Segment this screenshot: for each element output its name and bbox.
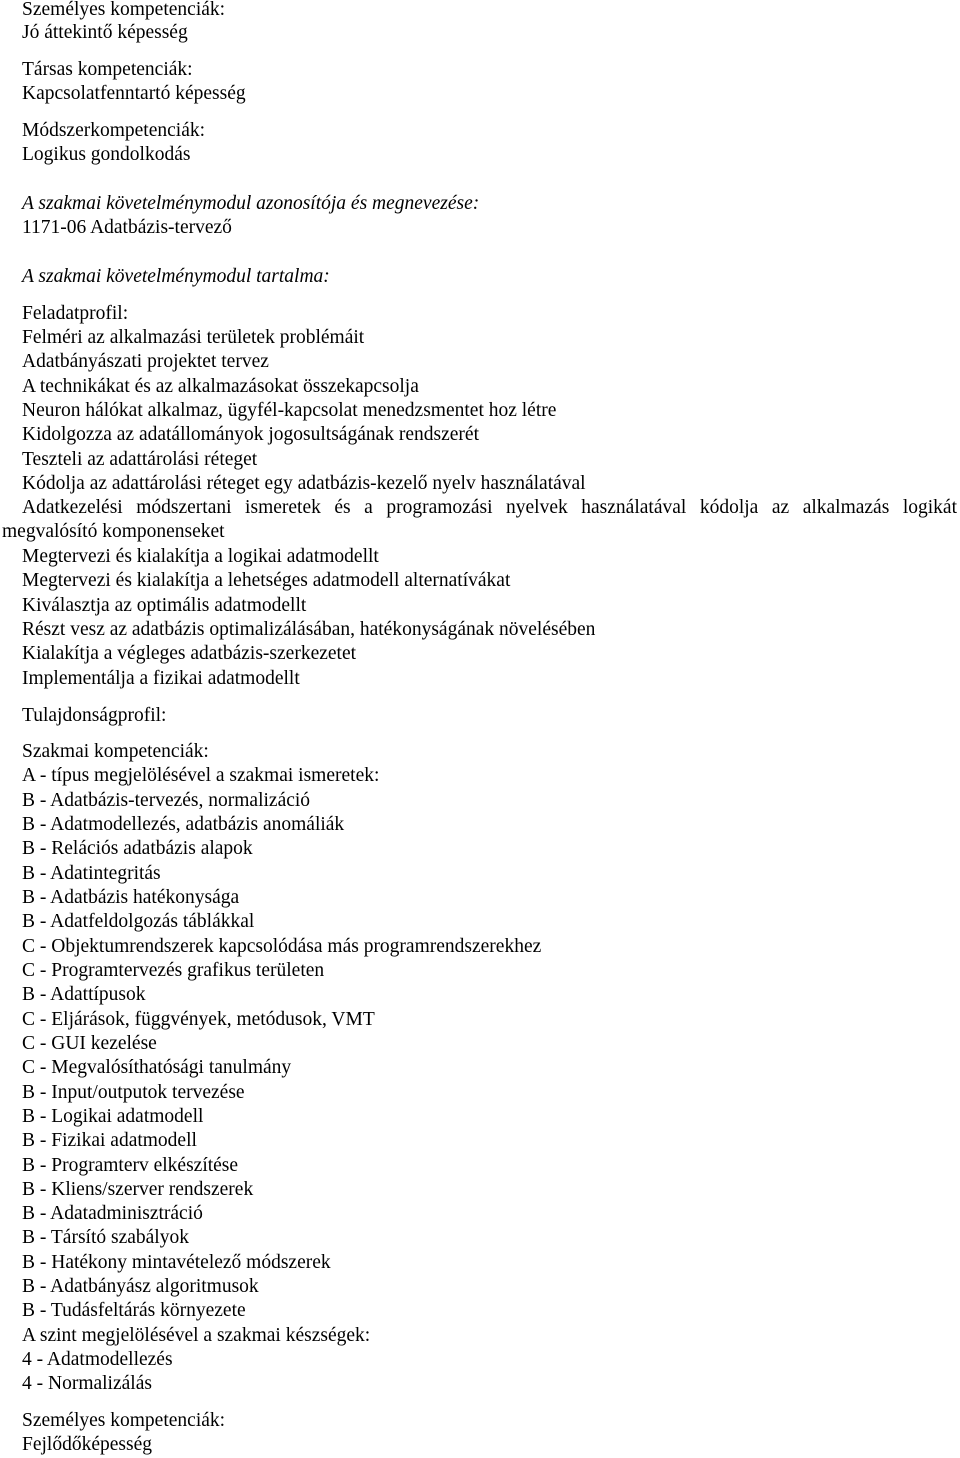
property-profile-heading: Tulajdonságprofil:	[22, 705, 167, 726]
list-item: C - GUI kezelése	[22, 1033, 157, 1054]
list-item: C - Eljárások, függvények, metódusok, VMT	[22, 1009, 375, 1030]
list-item: Részt vesz az adatbázis optimalizálásában, hatékonyságának növelésében	[22, 619, 596, 640]
list-item: B - Adatbázis-tervezés, normalizáció	[22, 790, 311, 811]
module-id-heading: A szakmai követelménymodul azonosítója és megnevezése:	[22, 193, 480, 214]
list-item: B - Hatékony mintavételező módszerek	[22, 1252, 331, 1273]
list-item: Fejlődőképesség	[22, 1434, 152, 1455]
professional-competencies-heading: Szakmai kompetenciák:	[22, 741, 209, 762]
list-item: Kiválasztja az optimális adatmodellt	[22, 595, 307, 616]
list-item: Kialakítja a végleges adatbázis-szerkezetet	[22, 643, 357, 664]
list-item: Implementálja a fizikai adatmodellt	[22, 668, 300, 689]
list-item: B - Adatadminisztráció	[22, 1203, 203, 1224]
list-item: Kódolja az adattárolási réteget egy adatbázis-kezelő nyelv használatával	[22, 473, 586, 494]
list-item-long-line-2: megvalósító komponenseket	[2, 521, 225, 542]
list-item: Jó áttekintő képesség	[22, 22, 188, 43]
list-item: C - Programtervezés grafikus területen	[22, 960, 325, 981]
knowledge-heading: A - típus megjelölésével a szakmai ismeretek:	[22, 765, 380, 786]
list-item: B - Kliens/szerver rendszerek	[22, 1179, 254, 1200]
list-item: A technikákat és az alkalmazásokat összekapcsolja	[22, 376, 419, 397]
list-item: Megtervezi és kialakítja a logikai adatmodellt	[22, 546, 379, 567]
list-item: B - Relációs adatbázis alapok	[22, 838, 253, 859]
list-item-long-line-1: Adatkezelési módszertani ismeretek és a programozási nyelvek használatával kódolja az alkalmazás logikát	[22, 497, 957, 518]
list-item: Adatbányászati projektet tervez	[22, 351, 269, 372]
module-id-value: 1171-06 Adatbázis-tervező	[22, 217, 232, 238]
list-item: Kidolgozza az adatállományok jogosultságának rendszerét	[22, 424, 479, 445]
list-item: B - Adatbányász algoritmusok	[22, 1276, 259, 1297]
list-item: B - Adattípusok	[22, 984, 146, 1005]
list-item: B - Logikai adatmodell	[22, 1106, 204, 1127]
skills-heading: A szint megjelölésével a szakmai készségek:	[22, 1325, 371, 1346]
personal-competencies-heading-2: Személyes kompetenciák:	[22, 1410, 226, 1431]
task-profile-heading: Feladatprofil:	[22, 303, 129, 324]
list-item: Felméri az alkalmazási területek problémáit	[22, 327, 365, 348]
list-item: 4 - Adatmodellezés	[22, 1349, 173, 1370]
list-item: Megtervezi és kialakítja a lehetséges adatmodell alternatívákat	[22, 570, 511, 591]
list-item: B - Társító szabályok	[22, 1227, 189, 1248]
list-item: B - Adatintegritás	[22, 863, 161, 884]
list-item: B - Adatfeldolgozás táblákkal	[22, 911, 255, 932]
list-item: Teszteli az adattárolási réteget	[22, 449, 258, 470]
list-item: B - Adatmodellezés, adatbázis anomáliák	[22, 814, 345, 835]
module-content-heading: A szakmai követelménymodul tartalma:	[22, 266, 330, 287]
list-item: Neuron hálókat alkalmaz, ügyfél-kapcsolat menedzsmentet hoz létre	[22, 400, 557, 421]
list-item: B - Adatbázis hatékonysága	[22, 887, 240, 908]
method-competencies-heading: Módszerkompetenciák:	[22, 120, 206, 141]
list-item: Logikus gondolkodás	[22, 144, 191, 165]
social-competencies-heading: Társas kompetenciák:	[22, 59, 193, 80]
list-item: B - Tudásfeltárás környezete	[22, 1300, 246, 1321]
list-item: B - Fizikai adatmodell	[22, 1130, 197, 1151]
list-item: C - Megvalósíthatósági tanulmány	[22, 1057, 292, 1078]
list-item: B - Programterv elkészítése	[22, 1155, 239, 1176]
list-item: Kapcsolatfenntartó képesség	[22, 83, 246, 104]
personal-competencies-heading: Személyes kompetenciák:	[22, 0, 226, 20]
list-item: 4 - Normalizálás	[22, 1373, 152, 1394]
list-item: B - Input/outputok tervezése	[22, 1082, 245, 1103]
list-item: C - Objektumrendszerek kapcsolódása más programrendszerekhez	[22, 936, 542, 957]
